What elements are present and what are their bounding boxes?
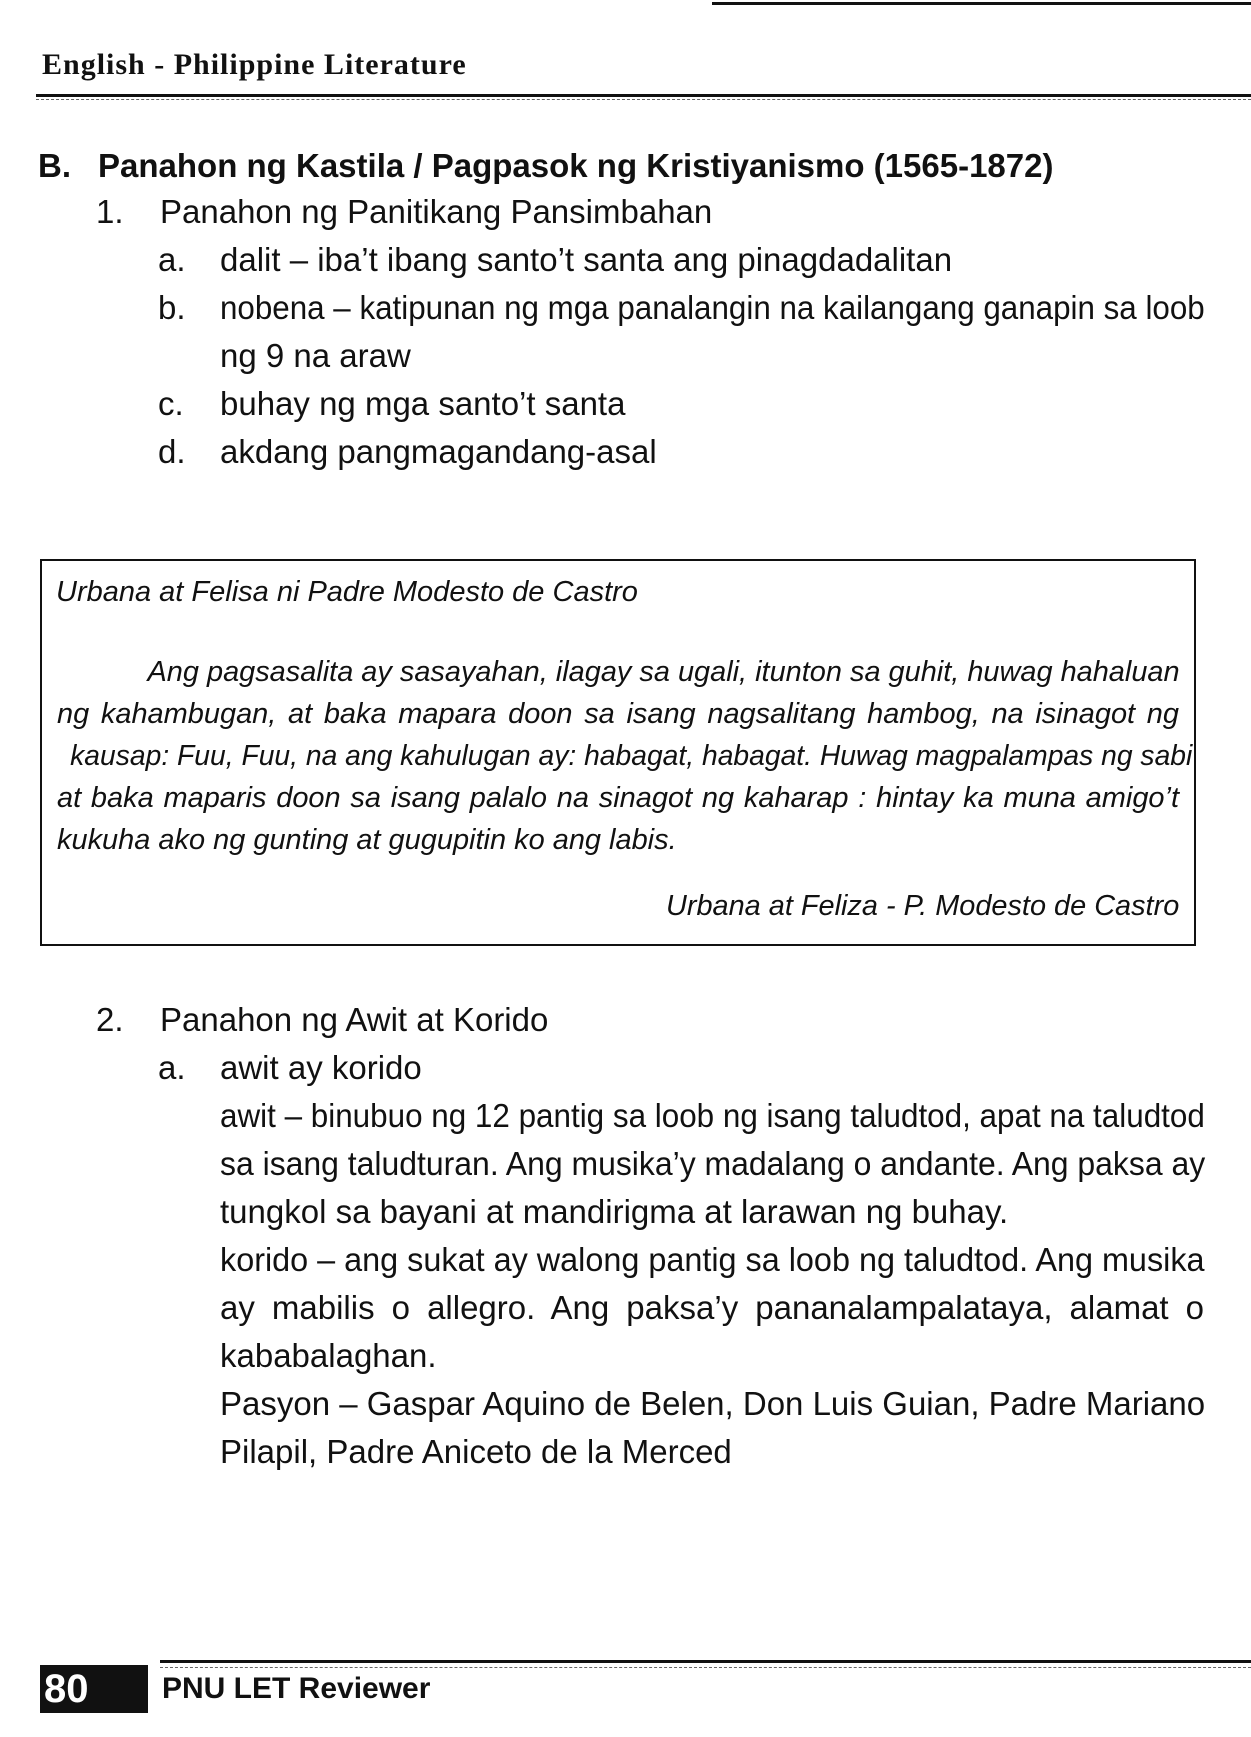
subitem-b-text: nobena – katipunan ng mga panalangin na kailangang ganapin sa loob — [220, 289, 1205, 326]
quote-line: ng kahambugan, at baka mapara doon sa isang nagsalitang hambog, na isinagot ng — [57, 698, 1179, 730]
subitem-a-text: dalit – iba’t ibang santo’t santa ang pinagdadalitan — [220, 241, 953, 278]
subitem-a-letter: a. — [158, 241, 186, 278]
subitem-b-letter: b. — [158, 289, 186, 326]
body-line: awit – binubuo ng 12 pantig sa loob ng isang taludtod, apat na taludtod — [220, 1097, 1205, 1134]
quote-box — [40, 559, 1196, 946]
top-rule — [712, 2, 1251, 5]
header-rule — [36, 94, 1251, 97]
subitem-d-letter: d. — [158, 433, 186, 470]
body-line: ay mabilis o allegro. Ang paksa’y pananalampalataya, alamat o — [220, 1289, 1204, 1326]
body-line: korido – ang sukat ay walong pantig sa loob ng taludtod. Ang musika — [220, 1241, 1205, 1278]
footer-rule-dashed — [160, 1667, 1251, 1668]
body-line: tungkol sa bayani at mandirigma at larawan ng buhay. — [220, 1193, 1009, 1230]
subitem-c-letter: c. — [158, 385, 184, 422]
body-line: kababalaghan. — [220, 1337, 437, 1374]
quote-line: kukuha ako ng gunting at gugupitin ko ang labis. — [57, 824, 677, 856]
item-1-title: Panahon ng Panitikang Pansimbahan — [160, 193, 713, 230]
header-rule-dashed — [36, 99, 1251, 100]
footer-rule — [160, 1660, 1251, 1663]
section-title: Panahon ng Kastila / Pagpasok ng Kristiyanismo (1565-1872) — [98, 147, 1054, 184]
body-line: Pilapil, Padre Aniceto de la Merced — [220, 1433, 732, 1470]
subitem-d-text: akdang pangmagandang-asal — [220, 433, 657, 470]
quote-line: kausap: Fuu, Fuu, na ang kahulugan ay: habagat, habagat. Huwag magpalampas ng sabi — [70, 740, 1193, 772]
running-header: English - Philippine Literature — [42, 48, 467, 81]
quote-line: at baka maparis doon sa isang palalo na sinagot ng kaharap : hintay ka muna amigo’t — [57, 782, 1179, 814]
subitem-c-text: buhay ng mga santo’t santa — [220, 385, 626, 422]
item-1-number: 1. — [96, 193, 124, 230]
quote-line: Ang pagsasalita ay sasayahan, ilagay sa ugali, itunton sa guhit, huwag hahaluan — [147, 656, 1180, 688]
item-2-sub-letter: a. — [158, 1049, 186, 1086]
quote-title: Urbana at Felisa ni Padre Modesto de Castro — [56, 576, 638, 608]
item-2-title: Panahon ng Awit at Korido — [160, 1001, 549, 1038]
body-line: sa isang taludturan. Ang musika’y madalang o andante. Ang paksa ay — [220, 1145, 1206, 1182]
footer-title: PNU LET Reviewer — [162, 1672, 431, 1705]
section-letter: B. — [38, 147, 71, 184]
quote-citation: Urbana at Feliza - P. Modesto de Castro — [665, 890, 1179, 922]
body-line: Pasyon – Gaspar Aquino de Belen, Don Luis Guian, Padre Mariano — [220, 1385, 1206, 1422]
page-number: 80 — [40, 1665, 148, 1713]
item-2-number: 2. — [96, 1001, 124, 1038]
item-2-sub-title: awit ay korido — [220, 1049, 422, 1086]
subitem-b-text-cont: ng 9 na araw — [220, 337, 411, 374]
